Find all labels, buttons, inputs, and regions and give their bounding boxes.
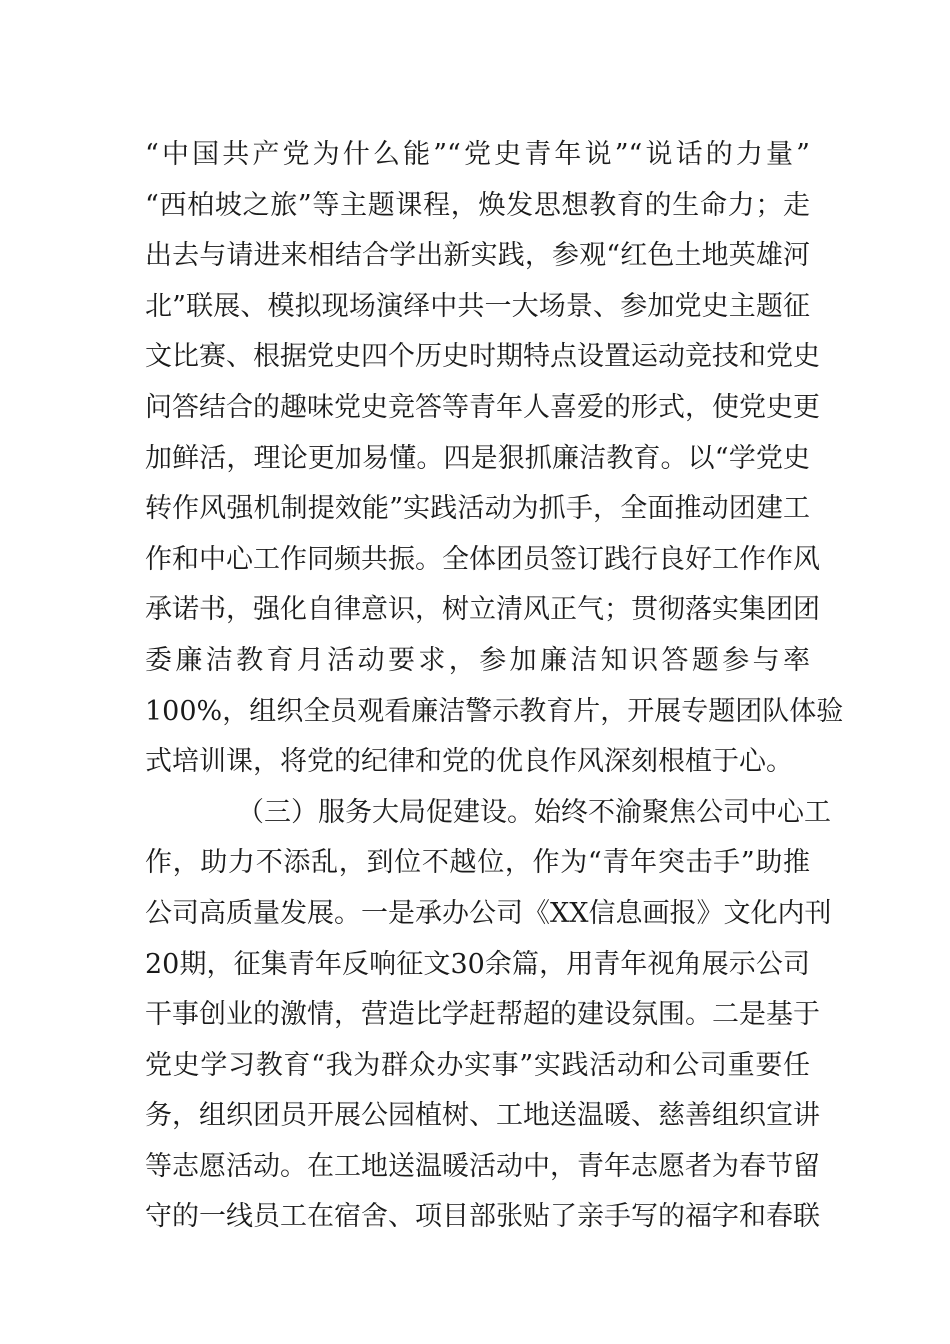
text-line: 20期，征集青年反响征文30余篇，用青年视角展示公司 <box>145 948 810 980</box>
text-line: 党史学习教育“我为群众办实事”实践活动和公司重要任 <box>145 1049 810 1081</box>
text-line: 作和中心工作同频共振。全体团员签订践行良好工作作风 <box>145 543 820 575</box>
text-line: “中国共产党为什么能”“党史青年说”“说话的力量” <box>145 139 810 170</box>
text-line: 转作风强机制提效能”实践活动为抓手，全面推动团建工 <box>145 493 810 525</box>
text-line: 文比赛、根据党史四个历史时期特点设置运动竞技和党史 <box>145 341 820 373</box>
text-line: 北”联展、模拟现场演绎中共一大场景、参加党史主题征 <box>145 290 810 322</box>
text-line: 公司高质量发展。一是承办公司《XX信息画报》文化内刊 <box>145 897 832 929</box>
text-line: 委廉洁教育月活动要求，参加廉洁知识答题参与率 <box>145 644 810 676</box>
section-heading-line: （三）服务大局促建设。始终不渝聚焦公司中心工 <box>237 796 831 828</box>
text-line: 出去与请进来相结合学出新实践，参观“红色土地英雄河 <box>145 240 810 272</box>
text-line: 作，助力不添乱，到位不越位，作为“青年突击手”助推 <box>145 847 810 879</box>
text-line: 承诺书，强化自律意识，树立清风正气；贯彻落实集团团 <box>145 594 820 626</box>
text-line: 等志愿活动。在工地送温暖活动中，青年志愿者为春节留 <box>145 1150 820 1182</box>
text-line: “西柏坡之旅”等主题课程，焕发思想教育的生命力；走 <box>145 189 810 221</box>
text-line: 干事创业的激情，营造比学赶帮超的建设氛围。二是基于 <box>145 999 820 1031</box>
body-text <box>145 130 844 1243</box>
text-line: 式培训课，将党的纪律和党的优良作风深刻根植于心。 <box>145 746 793 778</box>
text-line: 问答结合的趣味党史竞答等青年人喜爱的形式，使党史更 <box>145 391 820 423</box>
text-line: 100%，组织全员观看廉洁警示教育片，开展专题团队体验 <box>145 695 844 727</box>
text-line: 加鲜活，理论更加易懂。四是狠抓廉洁教育。以“学党史 <box>145 442 810 474</box>
text-line: 守的一线员工在宿舍、项目部张贴了亲手写的福字和春联 <box>145 1201 820 1233</box>
text-line: 务，组织团员开展公园植树、工地送温暖、慈善组织宣讲 <box>145 1100 820 1132</box>
